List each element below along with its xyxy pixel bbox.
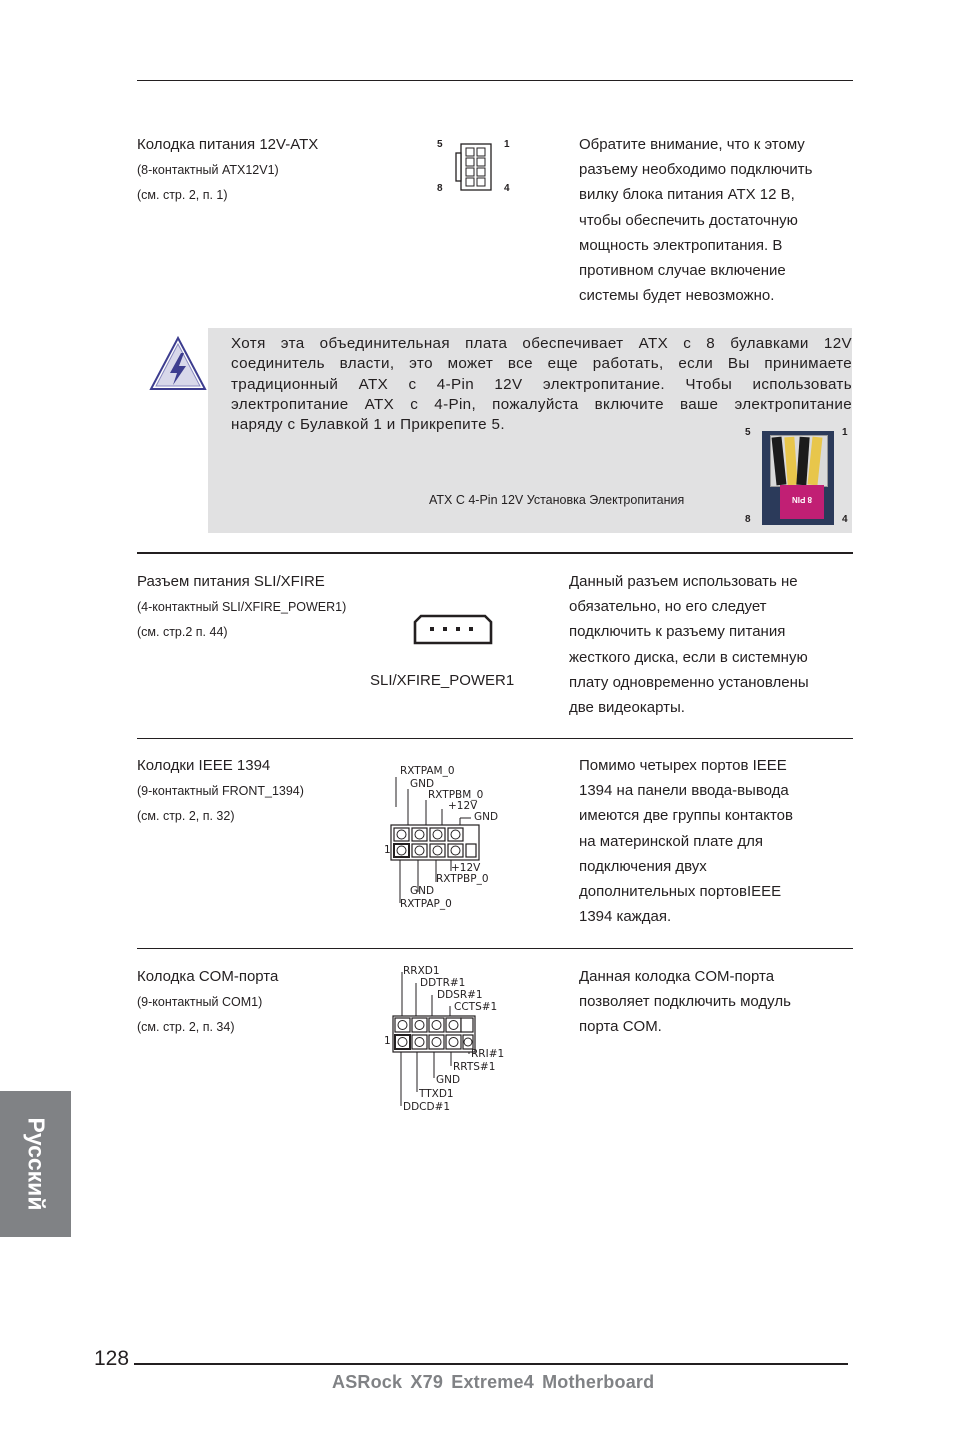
atx-description	[579, 132, 812, 308]
ieee-title: Колодки IEEE 1394	[137, 757, 271, 774]
ieee-label-gnd-bottom: GND	[410, 885, 435, 897]
ieee-desc-line: дополнительных портовIEEE	[579, 883, 782, 901]
com-label-ccts1: CCTS#1	[454, 1001, 498, 1013]
com-label-ttxd1: TTXD1	[419, 1088, 454, 1100]
com-label-ddsr1: DDSR#1	[437, 989, 483, 1001]
com-label-rrxd1: RRXD1	[403, 965, 440, 977]
sli-desc-line: плату одновременно установлены	[569, 673, 809, 691]
ieee-desc-line: подключения двух	[579, 857, 707, 875]
ieee-label-gnd-top: GND	[410, 778, 435, 790]
warning-triangle-icon	[148, 335, 208, 393]
ieee-label-rxtpap: RXTPAP_0	[400, 898, 452, 910]
com-label-rri1: RRI#1	[471, 1048, 505, 1060]
com-label-ddcd1: DDCD#1	[403, 1101, 451, 1113]
ieee-label-gnd-right: GND	[474, 811, 499, 823]
note-line: Хотя эта объединительная плата обеспечивает ATX с 8 булавками 12V	[231, 335, 852, 352]
section-divider	[137, 948, 853, 949]
ieee-pin1-label: 1	[384, 844, 391, 856]
sli-connector-label: SLI/XFIRE_POWER1	[370, 672, 515, 689]
ieee-desc-line: 1394 на панели ввода-вывода	[579, 782, 789, 800]
com-pin1-label: 1	[384, 1035, 391, 1047]
atx-desc-line: разъему необходимо подключить	[579, 161, 813, 179]
com-desc-line: порта COM.	[579, 1018, 662, 1036]
com-title: Колодка COM-порта	[137, 968, 279, 985]
com-subtitle: (9-контактный COM1)	[137, 995, 263, 1009]
pin-label-5: 5	[437, 139, 443, 150]
page-number: 128	[94, 1347, 130, 1370]
sli-desc-line: обязательно, но его следует	[569, 598, 767, 616]
atx-desc-line: мощность электропитания. В	[579, 236, 783, 254]
photo-pin-label-4: 4	[842, 514, 848, 525]
language-side-tab	[0, 1091, 71, 1237]
photo-pin-label-5: 5	[745, 427, 751, 438]
atx-desc-line: Обратите внимание, что к этому	[579, 136, 805, 153]
sli-desc-line: Данный разъем использовать не	[569, 573, 798, 590]
section-divider	[137, 738, 853, 739]
atx-desc-line: системы будет невозможно.	[579, 287, 775, 305]
sli-desc-line: жесткого диска, если в системную	[569, 648, 808, 666]
atx-subtitle: (8-контактный ATX12V1)	[137, 163, 279, 177]
photo-pin-label-1: 1	[842, 427, 848, 438]
connector-photo	[762, 431, 834, 525]
com-label-ddtr1: DDTR#1	[420, 977, 466, 989]
pin-label-1: 1	[504, 139, 510, 150]
language-tab-label: Русский	[23, 1117, 49, 1211]
sli-4pin-connector-icon	[413, 614, 493, 646]
com-description	[579, 964, 791, 1040]
ieee-desc-line: имеются две группы контактов	[579, 807, 793, 825]
sli-desc-line: две видеокарты.	[569, 699, 685, 717]
sli-description	[569, 569, 809, 720]
pin-label-8: 8	[437, 183, 443, 194]
photo-pin-label: 8 PIN	[792, 495, 813, 504]
sli-page-ref: (см. стр.2 п. 44)	[137, 625, 228, 639]
atx-8pin-connector-icon	[455, 143, 495, 193]
ieee-description	[579, 753, 793, 929]
ieee-desc-line: 1394 каждая.	[579, 908, 672, 926]
section-divider	[137, 552, 853, 554]
ieee-subtitle: (9-контактный FRONT_1394)	[137, 784, 304, 798]
note-caption: ATX С 4-Pin 12V Установка Электропитания	[429, 493, 685, 507]
ieee-desc-line: на материнской плате для	[579, 832, 764, 850]
sli-subtitle: (4-контактный SLI/XFIRE_POWER1)	[137, 600, 347, 614]
atx-desc-line: чтобы обеспечить достаточную	[579, 211, 798, 229]
com-desc-line: позволяет подключить модуль	[579, 993, 791, 1011]
sli-title: Разъем питания SLI/XFIRE	[137, 573, 325, 590]
com-label-rrts1: RRTS#1	[453, 1061, 496, 1073]
footer-rule	[134, 1363, 848, 1365]
com-label-gnd: GND	[436, 1074, 461, 1086]
pin-label-4: 4	[504, 183, 510, 194]
note-line: соединитель власти, это может все еще работать, если Вы принимаете	[231, 355, 852, 373]
note-line: электропитание ATX с 4-Pin, пожалуйста включите ваше электропитание	[231, 395, 852, 413]
com-page-ref: (см. стр. 2, п. 34)	[137, 1020, 235, 1034]
ieee-label-12v-bottom: +12V	[451, 862, 481, 874]
ieee-desc-line: Помимо четырех портов IEEE	[579, 757, 787, 774]
atx-title: Колодка питания 12V-ATX	[137, 136, 319, 153]
atx-desc-line: противном случае включение	[579, 262, 786, 280]
ieee-label-rxtpbp: RXTPBP_0	[436, 873, 489, 885]
atx-page-ref: (см. стр. 2, п. 1)	[137, 188, 228, 202]
atx-desc-line: вилку блока питания ATX 12 В,	[579, 186, 795, 204]
ieee-label-rxtpbm: RXTPBM_0	[428, 789, 484, 801]
note-text	[231, 334, 852, 435]
footer-title: ASRock X79 Extreme4 Motherboard	[332, 1372, 655, 1392]
ieee-page-ref: (см. стр. 2, п. 32)	[137, 809, 235, 823]
note-line: традиционный ATX с 4-Pin 12V электропитание. Чтобы использовать	[231, 375, 852, 393]
ieee-label-rxtpam: RXTPAM_0	[400, 765, 455, 777]
sli-desc-line: подключить к разъему питания	[569, 623, 786, 641]
com-desc-line: Данная колодка COM-порта	[579, 968, 775, 985]
note-line: наряду с Булавкой 1 и Прикрепите 5.	[231, 416, 505, 434]
ieee-label-12v-top: +12V	[448, 800, 478, 812]
top-rule	[137, 80, 853, 81]
photo-pin-label-8: 8	[745, 514, 751, 525]
